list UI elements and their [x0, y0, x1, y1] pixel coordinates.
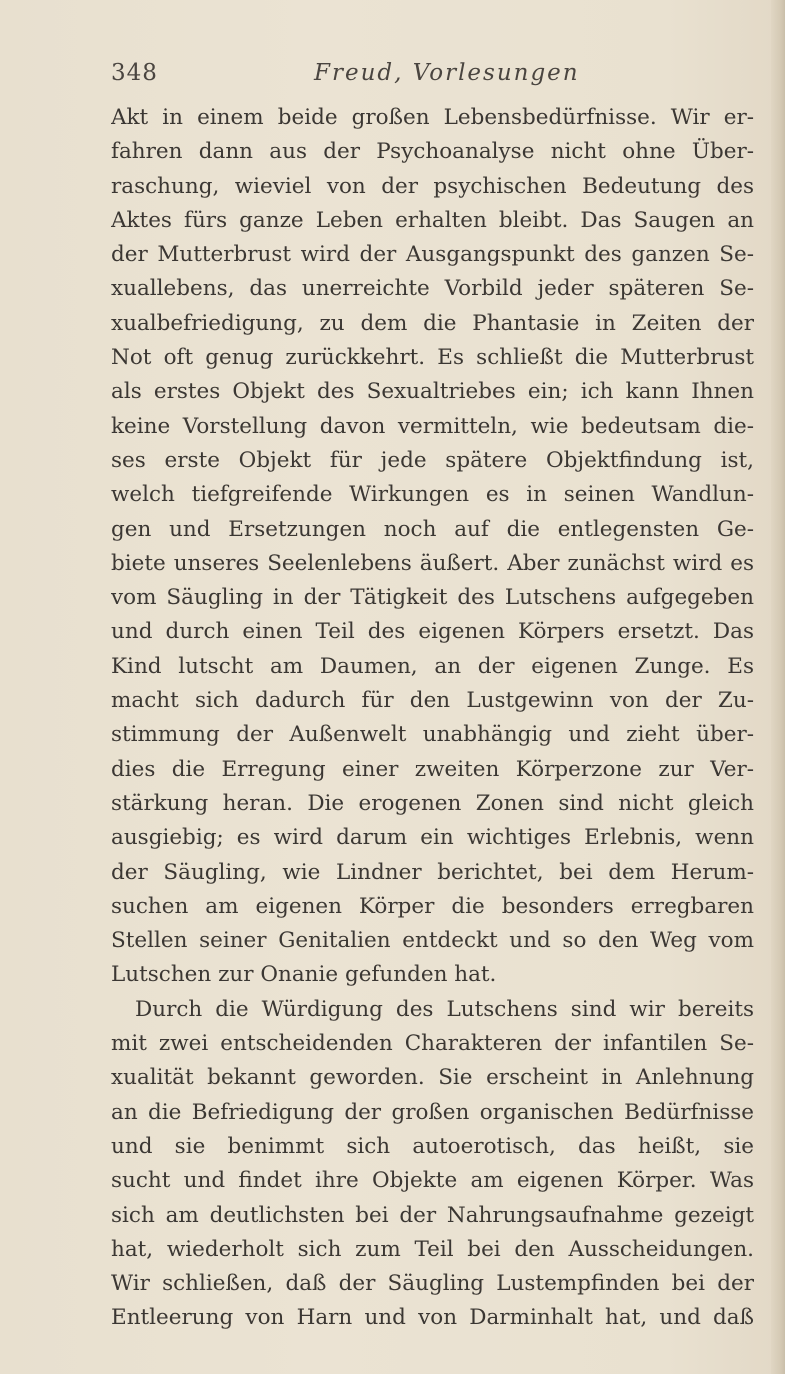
text-line: keine Vorstellung davon vermitteln, wie bedeutsam die- [111, 413, 754, 439]
text-line: und durch einen Teil des eigenen Körpers ersetzt. Das [111, 619, 754, 645]
text-line: welch tiefgreifende Wirkungen es in seinen Wandlun- [111, 482, 754, 508]
text-line: Wir schließen, daß der Säugling Lustempfinden bei der [111, 1271, 754, 1297]
text-line: an die Befriedigung der großen organischen Bedürfnisse [111, 1099, 754, 1125]
text-line: ses erste Objekt für jede spätere Objektfindung ist, [111, 447, 754, 473]
text-line: biete unseres Seelenlebens äußert. Aber zunächst wird es [111, 550, 754, 576]
text-line: gen und Ersetzungen noch auf die entlegensten Ge- [111, 516, 754, 542]
page-edge [771, 0, 785, 1374]
text-line: raschung, wieviel von der psychischen Bedeutung des [111, 173, 754, 199]
text-line: Kind lutscht am Daumen, an der eigenen Zunge. Es [111, 653, 754, 679]
running-title: Freud, Vorlesungen [314, 60, 580, 86]
text-line: suchen am eigenen Körper die besonders erregbaren [111, 893, 754, 919]
text-line: vom Säugling in der Tätigkeit des Lutschens aufgegeben [111, 585, 754, 611]
text-line: xualität bekannt geworden. Sie erscheint in Anlehnung [111, 1065, 754, 1091]
body-text [111, 101, 754, 1336]
text-line: ausgiebig; es wird darum ein wichtiges Erlebnis, wenn [111, 825, 754, 851]
text-line: als erstes Objekt des Sexualtriebes ein; ich kann Ihnen [111, 379, 754, 405]
text-line: sucht und findet ihre Objekte am eigenen Körper. Was [111, 1168, 754, 1194]
text-line: und sie benimmt sich autoerotisch, das heißt, sie [111, 1133, 754, 1159]
text-line: macht sich dadurch für den Lustgewinn von der Zu- [111, 688, 754, 714]
text-line: sich am deutlichsten bei der Nahrungsaufnahme gezeigt [111, 1202, 754, 1228]
text-line: fahren dann aus der Psychoanalyse nicht ohne Über- [111, 139, 754, 165]
text-line-paragraph-end: Lutschen zur Onanie gefunden hat. [111, 962, 497, 988]
text-line: Not oft genug zurückkehrt. Es schließt die Mutterbrust [111, 345, 754, 371]
text-line: der Säugling, wie Lindner berichtet, bei dem Herum- [111, 859, 754, 885]
text-line: xuallebens, das unerreichte Vorbild jeder späteren Se- [111, 276, 754, 302]
text-line: hat, wiederholt sich zum Teil bei den Ausscheidungen. [111, 1236, 754, 1262]
page-number: 348 [111, 60, 158, 86]
text-line: Stellen seiner Genitalien entdeckt und so den Weg vom [111, 928, 754, 954]
text-line: Aktes fürs ganze Leben erhalten bleibt. Das Saugen an [111, 207, 754, 233]
page-header [111, 60, 761, 94]
text-line-paragraph-start: Durch die Würdigung des Lutschens sind wir bereits [135, 996, 754, 1022]
text-line: der Mutterbrust wird der Ausgangspunkt des ganzen Se- [111, 242, 754, 268]
text-line: mit zwei entscheidenden Charakteren der infantilen Se- [111, 1031, 754, 1057]
text-line: xualbefriedigung, zu dem die Phantasie in Zeiten der [111, 310, 754, 336]
text-line: stimmung der Außenwelt unabhängig und zieht über- [111, 722, 754, 748]
text-line: stärkung heran. Die erogenen Zonen sind nicht gleich [111, 790, 754, 816]
text-line: dies die Erregung einer zweiten Körperzone zur Ver- [111, 756, 754, 782]
text-line: Akt in einem beide großen Lebensbedürfnisse. Wir er- [111, 105, 754, 130]
text-line: Entleerung von Harn und von Darminhalt hat, und daß [111, 1305, 754, 1331]
